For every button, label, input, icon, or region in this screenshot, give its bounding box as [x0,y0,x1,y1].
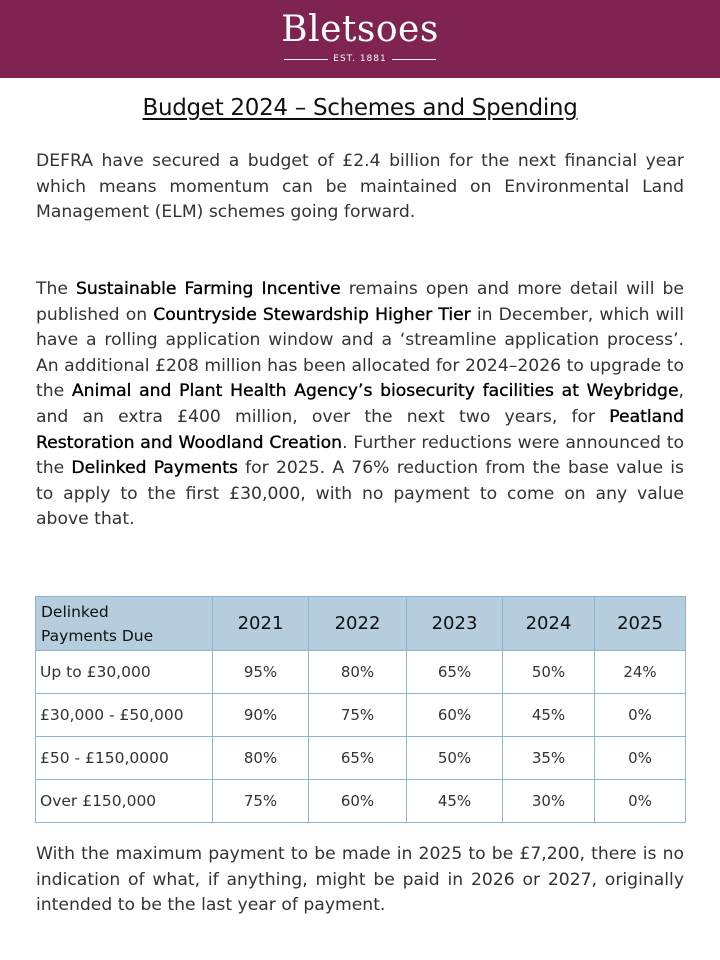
brand-logo: Bletsoes [281,9,439,50]
header-payments-due [36,597,213,651]
header-year: 2021 [213,597,309,651]
header-line: Delinked [41,602,109,621]
table-cell: 45% [407,780,503,823]
table-row [36,737,686,780]
table-cell: 95% [213,651,309,694]
table-cell: 0% [595,737,686,780]
table-row [36,780,686,823]
table-cell: 35% [503,737,595,780]
header-year: 2023 [407,597,503,651]
text-segment: for 2025. A 76% reduction from the base value is to apply to the first £30,000, with no payment to come on any value above that. [36,458,684,530]
table-cell: 0% [595,694,686,737]
header-line: Payments Due [41,626,154,645]
highlight-sfi: Sustainable Farming Incentive [76,279,341,299]
row-label: Up to £30,000 [36,651,213,694]
table-cell: 80% [309,651,407,694]
header-year: 2024 [503,597,595,651]
logo-rule-left [284,59,328,60]
table-cell: 45% [503,694,595,737]
highlight-apha: Animal and Plant Health Agency’s biosecurity facilities at Weybridge [71,381,679,402]
highlight-delinked: Delinked Payments [71,458,238,479]
table-cell: 0% [595,780,686,823]
header-year: 2022 [309,597,407,651]
closing-paragraph: With the maximum payment to be made in 2025 to be £7,200, there is no indication of what, if anything, might be paid in 2026 or 2027, originally intended to be the last year of payment. [36,844,684,916]
table-cell: 50% [503,651,595,694]
text-segment: , and an extra £400 million, over the next two years, for [36,381,684,427]
table-cell: 30% [503,780,595,823]
table-cell: 65% [407,651,503,694]
highlight-peatland: Peatland Restoration and Woodland Creation [36,406,684,453]
intro-paragraph: DEFRA have secured a budget of £2.4 billion for the next financial year which means momentum can be maintained on Environmental Land Management (ELM) schemes going forward. [36,151,684,223]
table-cell: 60% [407,694,503,737]
highlight-cs-higher-tier: Countryside Stewardship Higher Tier [153,304,471,325]
logo-rule-right [392,59,436,60]
table-cell: 24% [595,651,686,694]
logo-est-row [284,53,436,67]
text-segment: in December, which will have a rolling application window and a ‘streamline application process’. An additional £208 million has been allocated for 2024–2026 to upgrade to the [36,304,684,402]
text-segment: remains open and more detail will be published on [36,279,684,325]
row-label: Over £150,000 [36,780,213,823]
row-label: £50 - £150,0000 [36,737,213,780]
logo-est-text: EST. 1881 [333,54,387,64]
table-header-row [36,597,686,651]
row-label: £30,000 - £50,000 [36,694,213,737]
delinked-payments-table [35,596,686,823]
schemes-paragraph [36,277,684,533]
page-title: Budget 2024 – Schemes and Spending [142,95,578,121]
table-cell: 75% [213,780,309,823]
table-cell: 80% [213,737,309,780]
table-cell: 75% [309,694,407,737]
table-row [36,651,686,694]
table-cell: 90% [213,694,309,737]
text-segment: The [36,279,77,299]
table-cell: 60% [309,780,407,823]
header-banner [0,0,720,78]
table-row [36,694,686,737]
table-cell: 50% [407,737,503,780]
table-cell: 65% [309,737,407,780]
text-segment: . Further reductions were announced to the [36,432,684,479]
header-year: 2025 [595,597,686,651]
